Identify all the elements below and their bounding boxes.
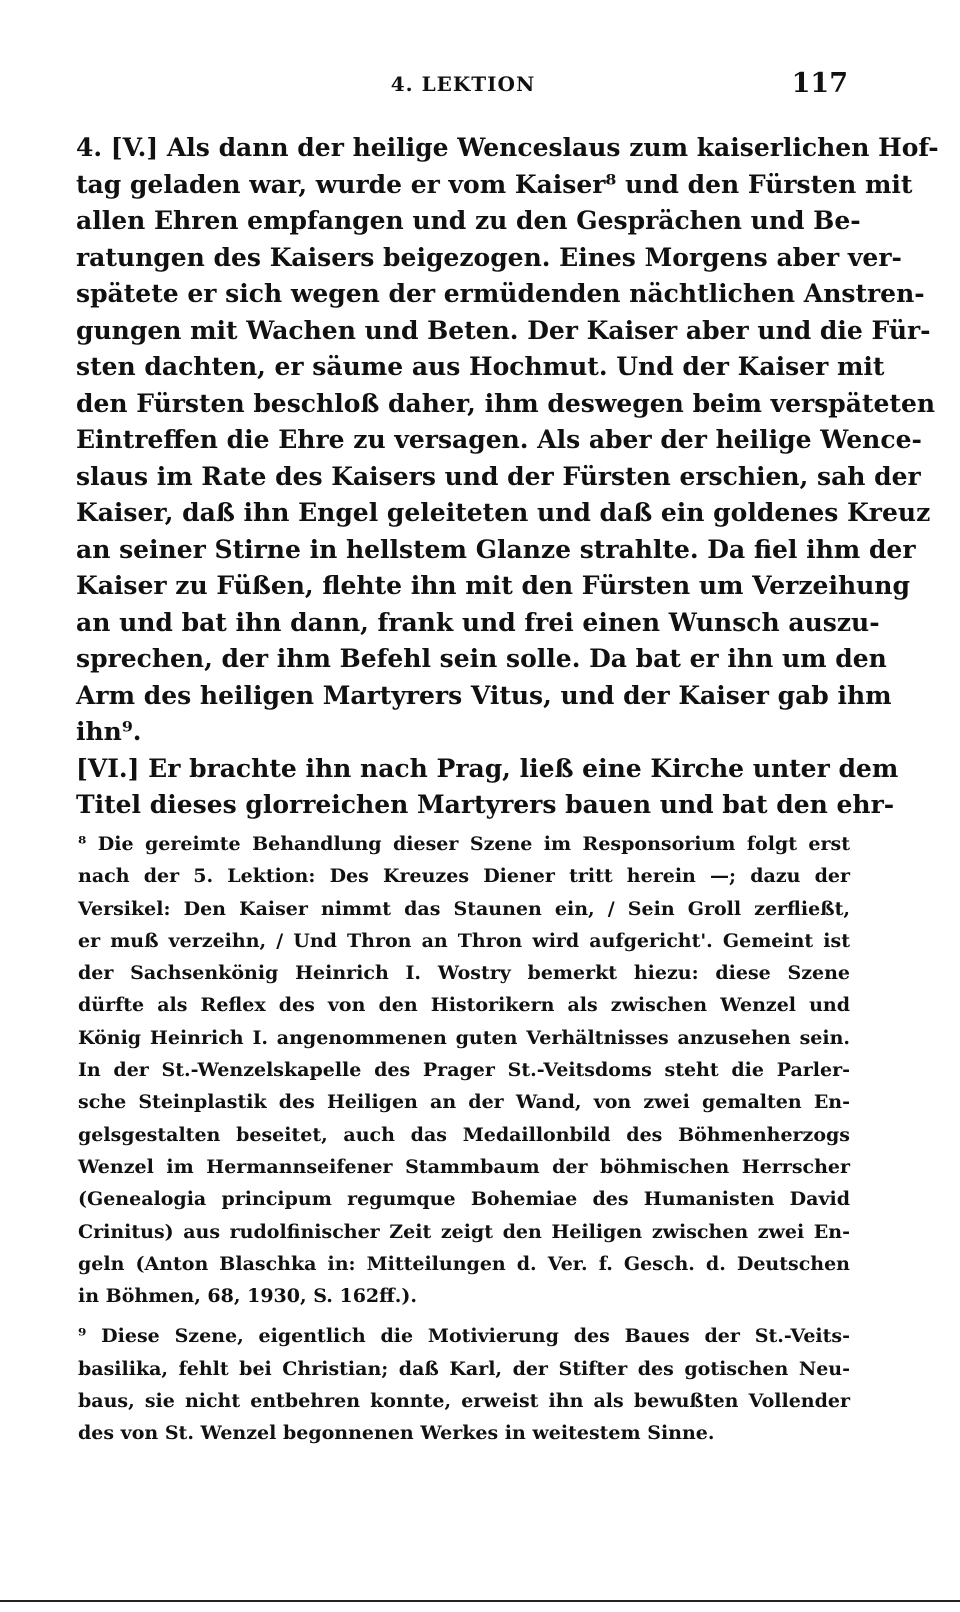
footnote-line: Versikel: Den Kaiser nimmt das Staunen ein, / Sein Groll zerfließt, bbox=[78, 897, 850, 920]
footnote-line: In der St.-Wenzelskapelle des Prager St.-Veitsdoms steht die Parler- bbox=[78, 1059, 850, 1082]
text-line: spätete er sich wegen der ermüdenden nächtlichen Anstren- bbox=[76, 279, 925, 308]
footnote-line: Crinitus) aus rudolfinischer Zeit zeigt den Heiligen zwischen zwei En- bbox=[78, 1220, 850, 1243]
footnote-line: (Genealogia principum regumque Bohemiae des Humanisten David bbox=[78, 1188, 850, 1211]
page-number: 117 bbox=[791, 68, 848, 99]
footnote-line: der Sachsenkönig Heinrich I. Wostry bemerkt hiezu: diese Szene bbox=[78, 962, 850, 985]
footnote-line: König Heinrich I. angenommenen guten Verhältnisses anzusehen sein. bbox=[78, 1026, 850, 1049]
text-line: [VI.] Er brachte ihn nach Prag, ließ eine Kirche unter dem bbox=[76, 753, 899, 783]
footnote-line: er muß verzeihn, / Und Thron an Thron wird aufgericht'. Gemeint ist bbox=[78, 929, 850, 952]
text-line: Kaiser, daß ihn Engel geleiteten und daß ein goldenes Kreuz bbox=[76, 498, 931, 527]
text-line: 4. [V.] Als dann der heilige Wenceslaus zum kaiserlichen Hof- bbox=[76, 133, 939, 162]
bottom-edge-rule bbox=[0, 1600, 960, 1602]
text-line: an und bat ihn dann, frank und frei einen Wunsch auszu- bbox=[76, 607, 880, 637]
text-line: den Fürsten beschloß daher, ihm deswegen beim verspäteten bbox=[76, 388, 936, 418]
main-text bbox=[76, 130, 939, 824]
text-line: ihn⁹. bbox=[76, 717, 142, 746]
footnotes bbox=[78, 828, 850, 1450]
running-head: 4. LEKTION bbox=[390, 72, 536, 96]
text-line: tag geladen war, wurde er vom Kaiser⁸ und den Fürsten mit bbox=[76, 169, 913, 199]
footnote-line: ⁸ Die gereimte Behandlung dieser Szene im Responsorium folgt erst bbox=[78, 833, 850, 855]
footnote-line: geln (Anton Blaschka in: Mitteilungen d. Ver. f. Gesch. d. Deutschen bbox=[78, 1252, 850, 1275]
text-line: ratungen des Kaisers beigezogen. Eines Morgens aber ver- bbox=[76, 242, 902, 272]
footnote-8 bbox=[78, 828, 850, 1312]
text-line: gungen mit Wachen und Beten. Der Kaiser aber und die Für- bbox=[76, 315, 931, 345]
text-line: an seiner Stirne in hellstem Glanze strahlte. Da fiel ihm der bbox=[76, 534, 916, 564]
footnote-line: des von St. Wenzel begonnenen Werkes in weitestem Sinne. bbox=[78, 1422, 715, 1445]
footnote-line: basilika, fehlt bei Christian; daß Karl, der Stifter des gotischen Neu- bbox=[78, 1357, 850, 1380]
text-line: allen Ehren empfangen und zu den Gesprächen und Be- bbox=[76, 206, 861, 235]
footnote-gap bbox=[78, 1312, 850, 1320]
text-line: sten dachten, er säume aus Hochmut. Und der Kaiser mit bbox=[76, 352, 885, 381]
footnote-line: ⁹ Diese Szene, eigentlich die Motivierung des Baues der St.-Veits- bbox=[78, 1325, 850, 1348]
footnote-line: dürfte als Reflex des von den Historikern als zwischen Wenzel und bbox=[78, 994, 850, 1017]
footnote-line: sche Steinplastik des Heiligen an der Wand, von zwei gemalten En- bbox=[78, 1091, 850, 1114]
text-line: Titel dieses glorreichen Martyrers bauen und bat den ehr- bbox=[76, 790, 895, 819]
footnote-9 bbox=[78, 1320, 850, 1449]
page-header bbox=[78, 68, 848, 106]
footnote-line: gelsgestalten beseitet, auch das Medaillonbild des Böhmenherzogs bbox=[78, 1123, 850, 1146]
footnote-line: baus, sie nicht entbehren konnte, erweist ihn als bewußten Vollender bbox=[78, 1390, 850, 1413]
text-line: Eintreffen die Ehre zu versagen. Als aber der heilige Wence- bbox=[76, 425, 922, 454]
text-line: slaus im Rate des Kaisers und der Fürsten erschien, sah der bbox=[76, 461, 921, 491]
footnote-line: Wenzel im Hermannseifener Stammbaum der böhmischen Herrscher bbox=[78, 1155, 850, 1178]
footnote-line: in Böhmen, 68, 1930, S. 162ff.). bbox=[78, 1285, 417, 1308]
text-line: sprechen, der ihm Befehl sein solle. Da bat er ihn um den bbox=[76, 644, 887, 673]
text-line: Arm des heiligen Martyrers Vitus, und der Kaiser gab ihm bbox=[76, 680, 892, 710]
footnote-line: nach der 5. Lektion: Des Kreuzes Diener tritt herein —; dazu der bbox=[78, 865, 850, 888]
text-line: Kaiser zu Füßen, flehte ihn mit den Fürsten um Verzeihung bbox=[76, 571, 910, 600]
